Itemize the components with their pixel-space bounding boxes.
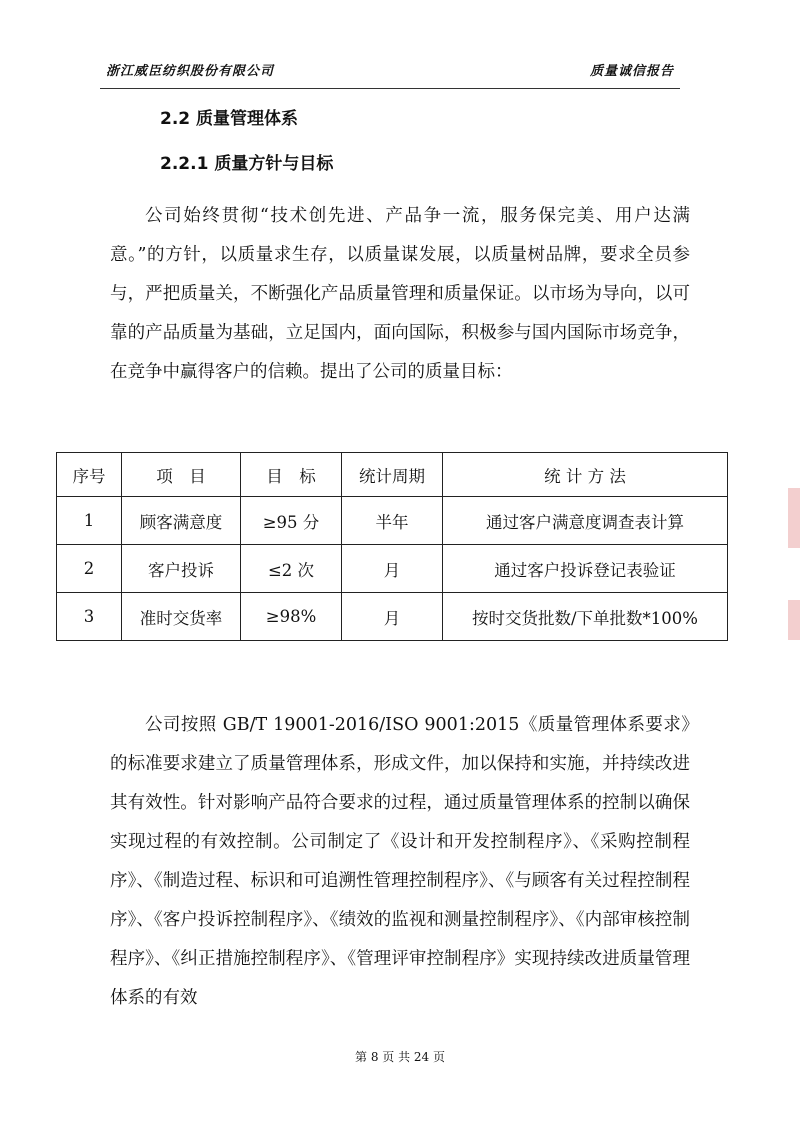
table-cell: 2 xyxy=(57,545,122,593)
seal-stamp-edge xyxy=(788,488,800,548)
table-cell: 1 xyxy=(57,497,122,545)
table-cell: 准时交货率 xyxy=(122,593,241,641)
header-company-name: 浙江威臣纺织股份有限公司 xyxy=(106,64,275,79)
quality-system-paragraph: 公司按照 GB/T 19001-2016/ISO 9001:2015《质量管理体系要求》的标准要求建立了质量管理体系，形成文件，加以保持和实施，并持续改进其有效性。针对影响产品符合要求的过程，通过质量管理体系的控制以确保实现过程的有效控制。公司制定了《设计和开发控制程序》、《采购控制程序》、《制造过程、标识和可追溯性管理控制程序》、《与顾客有关过程控制程序》、《客户投诉控制程序》、《绩效的监视和测量控制程序》、《内部审核控制程序》、《纠正措施控制程序》、《管理评审控制程序》实现持续改进质量管理体系的有效 xyxy=(110,715,690,1008)
subsection-heading: 2.2.1 质量方针与目标 xyxy=(160,154,334,174)
section-heading: 2.2 质量管理体系 xyxy=(160,109,299,129)
table-header-cell: 序号 xyxy=(57,453,122,497)
table-header-cell: 目 标 xyxy=(241,453,342,497)
table-cell: 通过客户满意度调查表计算 xyxy=(443,497,728,545)
quality-policy-paragraph: 公司始终贯彻“技术创先进、产品争一流，服务保完美、用户达满意。”的方针，以质量求生存，以质量谋发展，以质量树品牌，要求全员参与，严把质量关，不断强化产品质量管理和质量保证。以市场为导向，以可靠的产品质量为基础，立足国内，面向国际，积极参与国内国际市场竞争，在竞争中赢得客户的信赖。提出了公司的质量目标： xyxy=(110,206,690,382)
table-cell: 通过客户投诉登记表验证 xyxy=(443,545,728,593)
table-row xyxy=(57,497,728,545)
page-number-footer: 第 8 页 共 24 页 xyxy=(355,1050,445,1064)
table-cell: 客户投诉 xyxy=(122,545,241,593)
table-cell: ≤2 次 xyxy=(241,545,342,593)
table-header-cell: 项 目 xyxy=(122,453,241,497)
table-header-row xyxy=(57,453,728,497)
table-cell: 月 xyxy=(342,545,443,593)
table-cell: 按时交货批数/下单批数*100% xyxy=(443,593,728,641)
table-cell: 月 xyxy=(342,593,443,641)
table-row xyxy=(57,593,728,641)
table-row xyxy=(57,545,728,593)
table-cell: 顾客满意度 xyxy=(122,497,241,545)
header-report-title: 质量诚信报告 xyxy=(589,64,674,79)
table-header-cell: 统 计 方 法 xyxy=(443,453,728,497)
page-header xyxy=(100,58,680,89)
table-header-cell: 统计周期 xyxy=(342,453,443,497)
quality-goals-table xyxy=(56,452,728,641)
seal-stamp-edge xyxy=(788,600,800,640)
table-cell: 3 xyxy=(57,593,122,641)
table-cell: ≥98% xyxy=(241,593,342,641)
table-cell: 半年 xyxy=(342,497,443,545)
table-cell: ≥95 分 xyxy=(241,497,342,545)
